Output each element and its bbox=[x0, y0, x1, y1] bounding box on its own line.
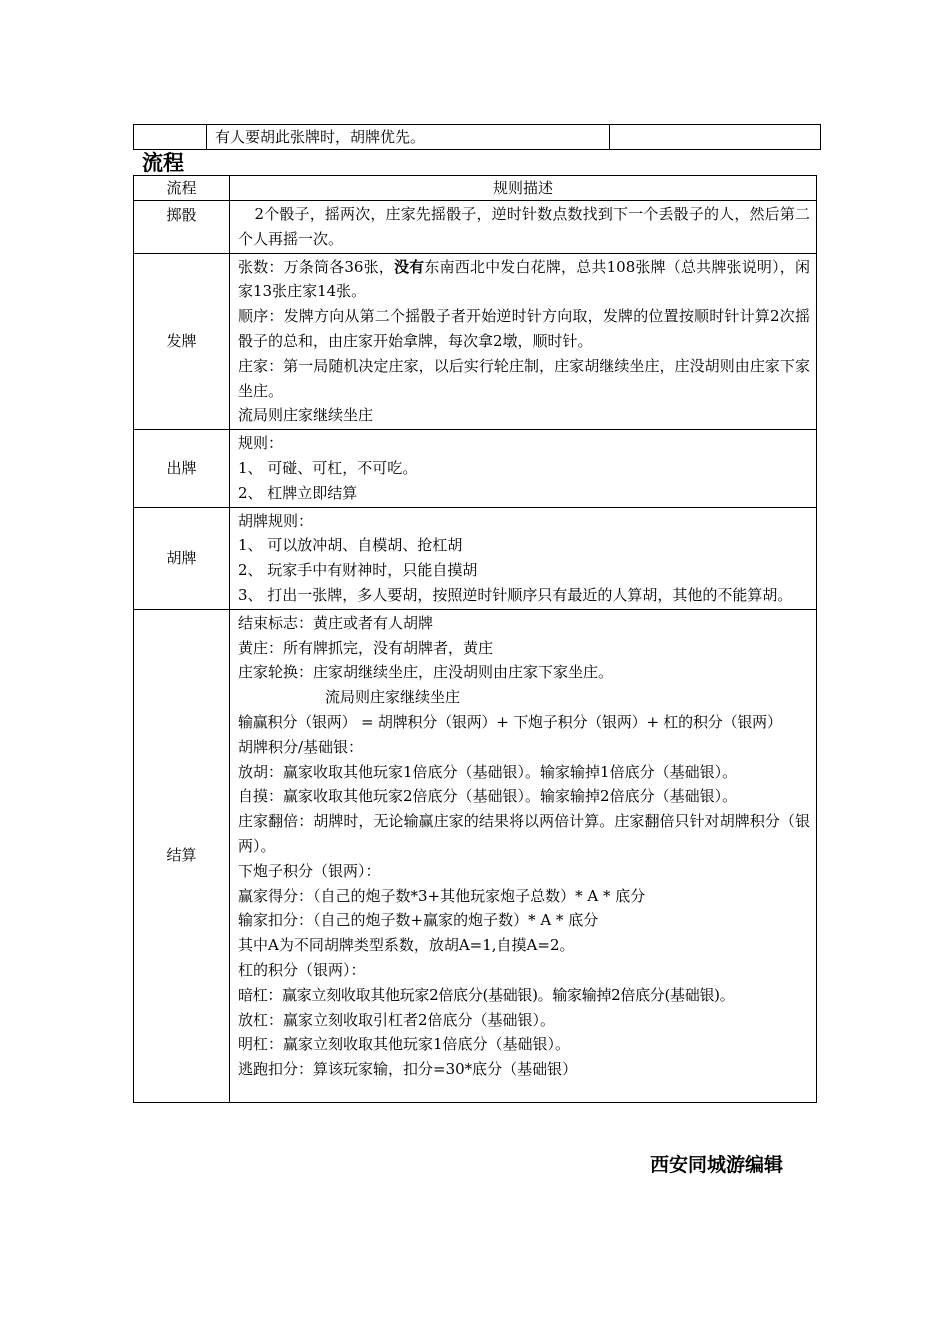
table-row bbox=[134, 125, 821, 150]
desc-line: 杠的积分（银两）： bbox=[238, 960, 366, 979]
desc-text: 东南西北中发白花牌，总共108张牌（总共牌张说明），闲家13张庄家14张。 bbox=[238, 257, 810, 301]
desc-line: 其中A为不同胡牌类型系数，放胡A=1,自摸A=2。 bbox=[238, 936, 575, 955]
row-description bbox=[230, 253, 817, 430]
desc-line: 规则： bbox=[238, 434, 284, 453]
row-description bbox=[230, 201, 817, 254]
desc-line: 庄家：第一局随机决定庄家，以后实行轮庄制，庄家胡继续坐庄，庄没胡则由庄家下家坐庄。 bbox=[238, 356, 810, 400]
desc-line: 放杠：赢家立刻收取引杠者2倍底分（基础银）。 bbox=[238, 1010, 556, 1029]
desc-line: 下炮子积分（银两）： bbox=[238, 861, 381, 880]
header-description: 规则描述 bbox=[230, 176, 817, 201]
desc-line: 庄家轮换：庄家胡继续坐庄，庄没胡则由庄家下家坐庄。 bbox=[238, 663, 614, 682]
desc-text: 张数：万条筒各36张， bbox=[238, 257, 394, 276]
desc-line: 逃跑扣分：算该玩家输，扣分=30*底分（基础银） bbox=[238, 1060, 578, 1079]
desc-line: 1、 可以放冲胡、自模胡、抢杠胡 bbox=[238, 536, 463, 555]
table-header-row bbox=[134, 176, 817, 201]
section-title: 流程 bbox=[142, 151, 184, 175]
rule-cell: 有人要胡此张牌时，胡牌优先。 bbox=[207, 125, 610, 150]
header-process: 流程 bbox=[134, 176, 230, 201]
empty-cell bbox=[134, 125, 207, 150]
table-row bbox=[134, 253, 817, 430]
desc-line: 黄庄：所有牌抓完，没有胡牌者，黄庄 bbox=[238, 638, 494, 657]
footer-editor: 西安同城游编辑 bbox=[650, 1154, 784, 1176]
desc-line: 庄家翻倍：胡牌时，无论输赢庄家的结果将以两倍计算。庄家翻倍只针对胡牌积分（银两）。 bbox=[238, 812, 810, 855]
row-label: 胡牌 bbox=[134, 507, 230, 609]
desc-line: 暗杠：赢家立刻收取其他玩家2倍底分(基础银)。输家输掉2倍底分(基础银)。 bbox=[238, 985, 735, 1004]
continuation-table bbox=[133, 124, 821, 150]
table-row bbox=[134, 430, 817, 507]
desc-line: 1、 可碰、可杠，不可吃。 bbox=[238, 458, 418, 477]
desc-emphasis: 没有 bbox=[393, 257, 425, 276]
process-table bbox=[133, 175, 817, 1103]
desc-line: 胡牌积分/基础银： bbox=[238, 737, 364, 756]
table-row bbox=[134, 201, 817, 254]
desc-line bbox=[238, 255, 810, 305]
desc-line: 赢家得分：（自己的炮子数*3+其他玩家炮子总数）* A * 底分 bbox=[238, 886, 646, 905]
row-label: 结算 bbox=[134, 609, 230, 1102]
empty-cell bbox=[610, 125, 821, 150]
table-row bbox=[134, 507, 817, 609]
row-label: 发牌 bbox=[134, 253, 230, 430]
desc-line: 放胡：赢家收取其他玩家1倍底分（基础银）。输家输掉1倍底分（基础银）。 bbox=[238, 762, 738, 781]
desc-line: 顺序：发牌方向从第二个摇骰子者开始逆时针方向取，发牌的位置按顺时针计算2次摇骰子的总和，由庄家开始拿牌，每次拿2墩，顺时针。 bbox=[238, 307, 810, 350]
desc-line: 2、 玩家手中有财神时，只能自摸胡 bbox=[238, 561, 478, 580]
desc-line: 输赢积分（银两） = 胡牌积分（银两）+ 下炮子积分（银两）+ 杠的积分（银两） bbox=[238, 712, 782, 731]
table-row bbox=[134, 609, 817, 1102]
desc-line: 自摸：赢家收取其他玩家2倍底分（基础银）。输家输掉2倍底分（基础银）。 bbox=[238, 787, 738, 806]
row-description bbox=[230, 609, 817, 1102]
row-description bbox=[230, 430, 817, 507]
desc-line: 结束标志：黄庄或者有人胡牌 bbox=[238, 613, 434, 632]
desc-line: 明杠：赢家立刻收取其他玩家1倍底分（基础银）。 bbox=[238, 1035, 571, 1054]
desc-line: 流局则庄家继续坐庄 bbox=[238, 406, 374, 425]
row-description bbox=[230, 507, 817, 609]
desc-line: 输家扣分：（自己的炮子数+赢家的炮子数）* A * 底分 bbox=[238, 911, 599, 930]
row-label: 掷骰 bbox=[134, 201, 230, 254]
desc-line: 2、 杠牌立即结算 bbox=[238, 483, 358, 502]
desc-line: 胡牌规则： bbox=[238, 511, 314, 530]
desc-line: 流局则庄家继续坐庄 bbox=[325, 688, 461, 707]
desc-line: 3、 打出一张牌，多人要胡，按照逆时针顺序只有最近的人算胡，其他的不能算胡。 bbox=[238, 585, 793, 604]
desc-line: 2个骰子，摇两次，庄家先摇骰子，逆时针数点数找到下一个丢骰子的人，然后第二个人再摇一次。 bbox=[238, 205, 810, 248]
row-label: 出牌 bbox=[134, 430, 230, 507]
